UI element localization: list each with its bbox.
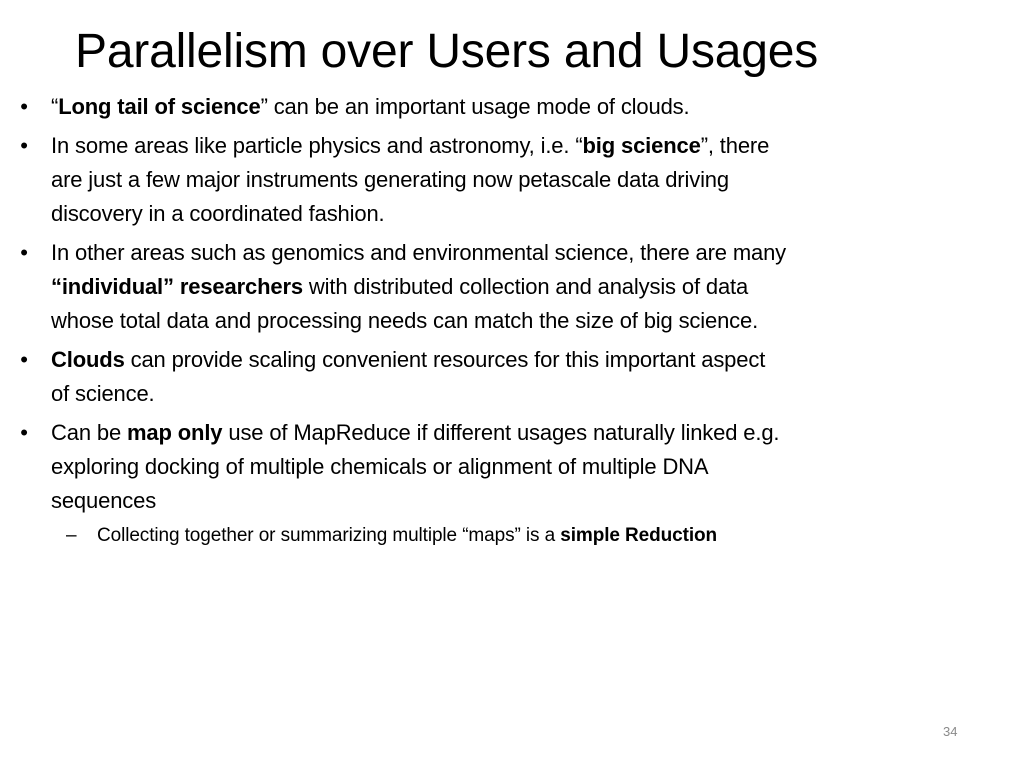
bullet-line: discovery in a coordinated fashion. <box>51 201 385 226</box>
bullet-list <box>0 90 1024 551</box>
emphasis-text: big science <box>582 133 701 158</box>
text: Collecting together or summarizing multiple “maps” is a <box>97 525 561 546</box>
bullet-line: whose total data and processing needs can match the size of big science. <box>51 308 759 333</box>
bullet-individual-researchers <box>0 236 1024 338</box>
bullet-marker: • <box>20 94 28 119</box>
bullet-long-tail <box>0 90 1024 124</box>
slide-title: Parallelism over Users and Usages <box>75 25 819 78</box>
text: with distributed collection and analysis of data <box>302 274 749 299</box>
sub-bullet-marker: – <box>66 525 77 546</box>
bullet-clouds <box>0 343 1024 411</box>
bullet-line <box>51 343 1016 377</box>
text: use of MapReduce if different usages naturally linked e.g. <box>222 420 780 445</box>
bullet-line: sequences <box>51 488 157 513</box>
bullet-big-science <box>0 129 1024 231</box>
bullet-line <box>51 416 1016 450</box>
bullet-marker: • <box>20 240 28 265</box>
bullet-line <box>51 90 1016 124</box>
bullet-marker: • <box>20 420 28 445</box>
bullet-line <box>51 270 1016 304</box>
bullet-line: exploring docking of multiple chemicals or alignment of multiple DNA <box>51 454 709 479</box>
text: In some areas like particle physics and astronomy, i.e. “ <box>51 133 583 158</box>
bullet-line: are just a few major instruments generating now petascale data driving <box>51 167 729 192</box>
bullet-marker: • <box>20 347 28 372</box>
sub-bullet-simple-reduction <box>0 521 1024 551</box>
bullet-marker: • <box>20 133 28 158</box>
text: can provide scaling convenient resources for this important aspect <box>124 347 766 372</box>
emphasis-text: “individual” researchers <box>51 274 303 299</box>
bullet-line <box>51 129 1016 163</box>
text: ” can be an important usage mode of clouds. <box>260 94 690 119</box>
bullet-line: In other areas such as genomics and environmental science, there are many <box>51 240 787 265</box>
emphasis-text: Clouds <box>51 347 125 372</box>
text: “ <box>51 94 59 119</box>
bullet-line: of science. <box>51 381 155 406</box>
emphasis-text: map only <box>127 420 223 445</box>
text: Can be <box>51 420 128 445</box>
emphasis-text: simple Reduction <box>560 525 718 546</box>
page-number: 34 <box>943 724 958 739</box>
emphasis-text: Long tail of science <box>58 94 261 119</box>
text: ”, there <box>700 133 770 158</box>
bullet-map-only <box>0 416 1024 518</box>
